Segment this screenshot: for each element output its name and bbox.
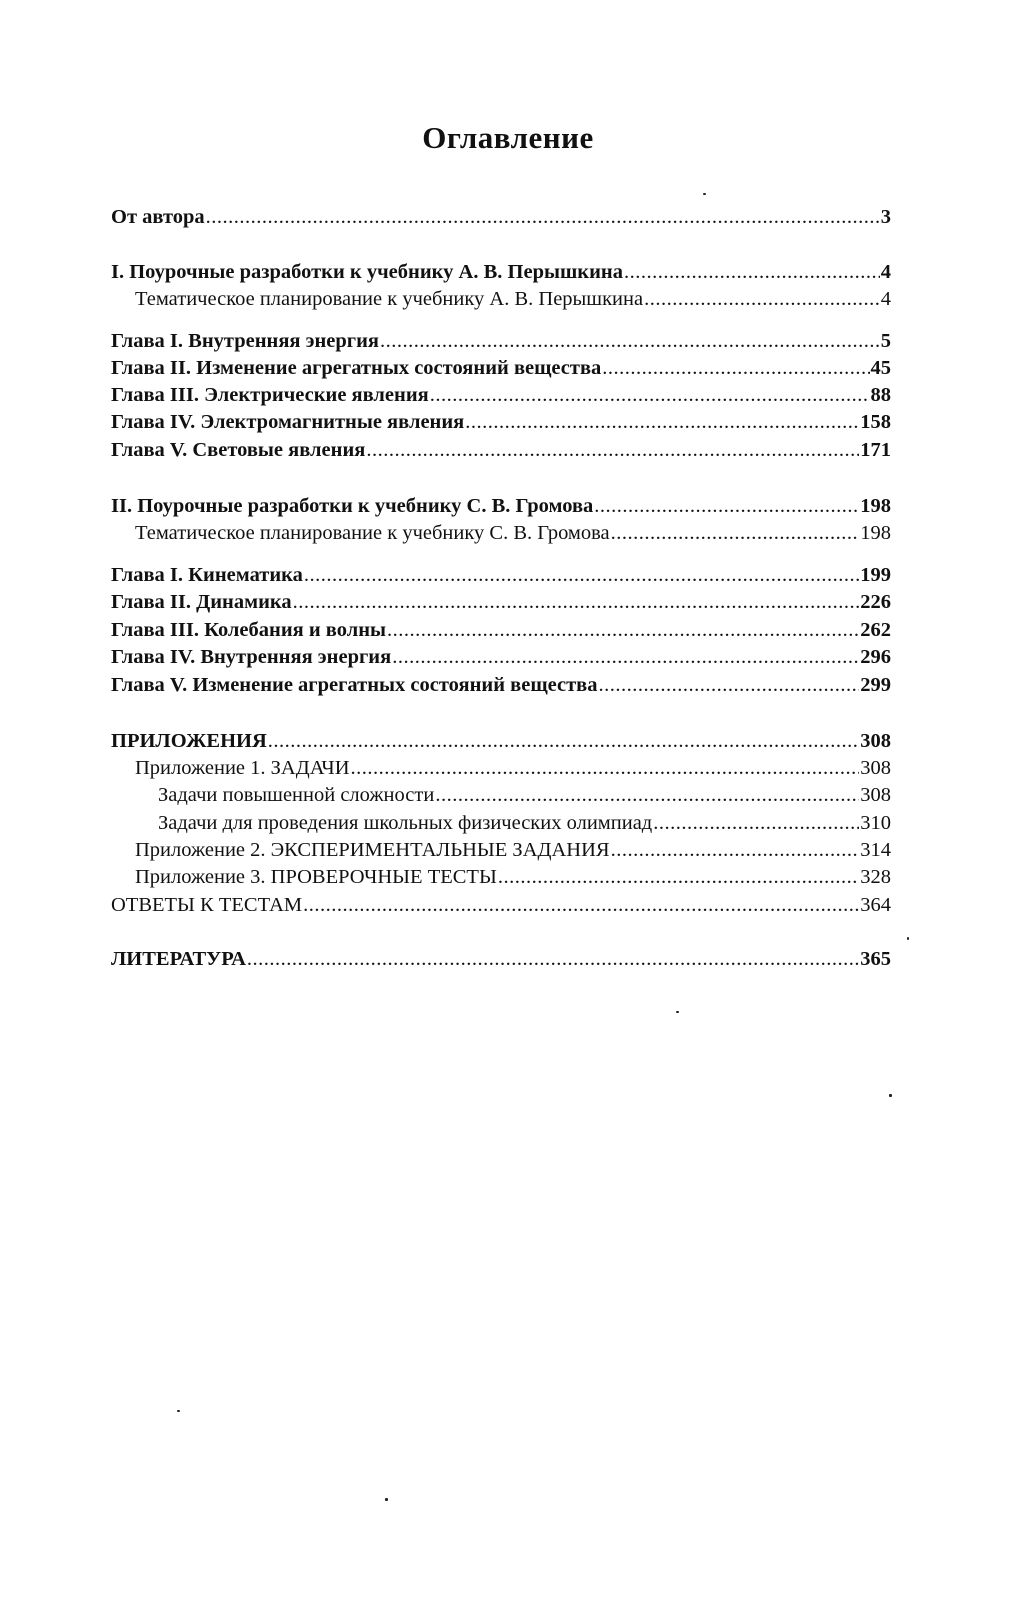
toc-entry-olympiad-problems[interactable] xyxy=(158,809,891,837)
toc-leader-dots xyxy=(611,836,860,864)
toc-entry-page: 171 xyxy=(860,439,891,461)
toc-leader-dots xyxy=(435,781,859,809)
toc-leader-dots xyxy=(594,492,859,520)
toc-entry-page: 310 xyxy=(860,812,891,834)
toc-entry-label: Глава II. Динамика xyxy=(111,591,292,613)
toc-entry-page: 364 xyxy=(860,894,891,916)
toc-entry-part1-chapter-1[interactable] xyxy=(111,327,891,355)
toc-leader-dots xyxy=(206,203,880,231)
toc-entry-appendix-2[interactable] xyxy=(135,836,891,864)
toc-entry-part-2[interactable] xyxy=(111,492,891,520)
toc-entry-label: Приложение 1. ЗАДАЧИ xyxy=(135,757,350,779)
toc-entry-page: 3 xyxy=(880,206,891,228)
toc-entry-page: 314 xyxy=(860,839,891,861)
page-title: Оглавление xyxy=(422,120,594,155)
toc-entry-part2-chapter-4[interactable] xyxy=(111,643,891,671)
toc-entry-label: Глава I. Внутренняя энергия xyxy=(111,330,380,352)
toc-entry-label: Приложение 2. ЭКСПЕРИМЕНТАЛЬНЫЕ ЗАДАНИЯ xyxy=(135,839,610,861)
toc-entry-page: 5 xyxy=(880,330,891,352)
toc-entry-page: 4 xyxy=(880,288,891,310)
toc-leader-dots xyxy=(624,258,880,286)
toc-entry-page: 308 xyxy=(860,730,891,752)
toc-entry-part1-chapter-5[interactable] xyxy=(111,436,891,464)
toc-entry-literature[interactable] xyxy=(111,945,891,973)
toc-entry-page: 328 xyxy=(860,866,891,888)
toc-entry-test-answers[interactable] xyxy=(111,891,891,919)
toc-entry-part2-chapter-3[interactable] xyxy=(111,616,891,644)
toc-entry-page: 45 xyxy=(870,357,891,379)
toc-entry-label: I. Поурочные разработки к учебнику А. В. Перышкина xyxy=(111,261,623,283)
toc-leader-dots xyxy=(465,408,859,436)
toc-leader-dots xyxy=(303,891,859,919)
toc-leader-dots xyxy=(602,354,869,382)
toc-entry-label: Глава III. Электрические явления xyxy=(111,384,429,406)
toc-leader-dots xyxy=(392,643,859,671)
toc-leader-dots xyxy=(366,436,859,464)
toc-entry-label: ОТВЕТЫ К ТЕСТАМ xyxy=(111,894,303,916)
toc-entry-appendices[interactable] xyxy=(111,727,891,755)
scan-speck xyxy=(889,1094,892,1097)
toc-entry-label: От автора xyxy=(111,206,205,228)
toc-entry-label: ЛИТЕРАТУРА xyxy=(111,948,246,970)
toc-leader-dots xyxy=(611,519,860,547)
toc-entry-label: Тематическое планирование к учебнику А. В. Перышкина xyxy=(135,288,644,310)
toc-leader-dots xyxy=(380,327,880,355)
toc-entry-appendix-1[interactable] xyxy=(135,754,891,782)
toc-entry-part2-chapter-1[interactable] xyxy=(111,561,891,589)
toc-entry-page: 198 xyxy=(860,522,891,544)
toc-entry-label: Глава V. Изменение агрегатных состояний вещества xyxy=(111,674,598,696)
toc-entry-label: Тематическое планирование к учебнику С. В. Громова xyxy=(135,522,610,544)
toc-entry-label: Глава IV. Электромагнитные явления xyxy=(111,411,465,433)
toc-leader-dots xyxy=(598,671,859,699)
toc-leader-dots xyxy=(351,754,860,782)
scan-speck xyxy=(385,1498,388,1501)
toc-entry-label: Глава IV. Внутренняя энергия xyxy=(111,646,392,668)
toc-entry-page: 296 xyxy=(860,646,891,668)
toc-entry-label: Задачи повышенной сложности xyxy=(158,784,435,806)
toc-entry-label: Приложение 3. ПРОВЕРОЧНЫЕ ТЕСТЫ xyxy=(135,866,497,888)
toc-entry-appendix-3[interactable] xyxy=(135,863,891,891)
toc-leader-dots xyxy=(644,285,880,313)
toc-entry-planning-peryshkin[interactable] xyxy=(135,285,891,313)
toc-entry-part1-chapter-3[interactable] xyxy=(111,381,891,409)
toc-entry-label: Глава III. Колебания и волны xyxy=(111,619,387,641)
toc-entry-page: 158 xyxy=(860,411,891,433)
toc-leader-dots xyxy=(430,381,870,409)
toc-entry-page: 365 xyxy=(860,948,891,970)
toc-leader-dots xyxy=(387,616,859,644)
scan-speck xyxy=(676,1011,679,1013)
toc-entry-page: 4 xyxy=(880,261,891,283)
toc-leader-dots xyxy=(268,727,859,755)
toc-entry-label: Глава V. Световые явления xyxy=(111,439,366,461)
toc-entry-page: 262 xyxy=(860,619,891,641)
toc-leader-dots xyxy=(304,561,859,589)
toc-entry-part1-chapter-4[interactable] xyxy=(111,408,891,436)
toc-entry-page: 226 xyxy=(860,591,891,613)
toc-entry-label: Глава I. Кинематика xyxy=(111,564,303,586)
toc-entry-page: 308 xyxy=(860,784,891,806)
toc-leader-dots xyxy=(247,945,859,973)
toc-entry-part2-chapter-2[interactable] xyxy=(111,588,891,616)
toc-entry-planning-gromov[interactable] xyxy=(135,519,891,547)
toc-entry-part1-chapter-2[interactable] xyxy=(111,354,891,382)
toc-leader-dots xyxy=(653,809,859,837)
toc-entry-label: ПРИЛОЖЕНИЯ xyxy=(111,730,267,752)
toc-entry-label: Задачи для проведения школьных физических олимпиад xyxy=(158,812,653,834)
toc-entry-page: 308 xyxy=(860,757,891,779)
toc-entry-page: 198 xyxy=(860,495,891,517)
scan-speck xyxy=(177,1410,180,1412)
toc-entry-from-author[interactable] xyxy=(111,203,891,231)
toc-entry-part-1[interactable] xyxy=(111,258,891,286)
toc-entry-page: 199 xyxy=(860,564,891,586)
toc-leader-dots xyxy=(498,863,859,891)
scan-speck xyxy=(907,937,909,940)
toc-entry-page: 88 xyxy=(870,384,891,406)
toc-entry-label: Глава II. Изменение агрегатных состояний вещества xyxy=(111,357,602,379)
scan-speck xyxy=(703,193,706,195)
toc-entry-part2-chapter-5[interactable] xyxy=(111,671,891,699)
toc-entry-page: 299 xyxy=(860,674,891,696)
toc-leader-dots xyxy=(293,588,860,616)
toc-entry-label: II. Поурочные разработки к учебнику С. В. Громова xyxy=(111,495,594,517)
toc-entry-advanced-problems[interactable] xyxy=(158,781,891,809)
